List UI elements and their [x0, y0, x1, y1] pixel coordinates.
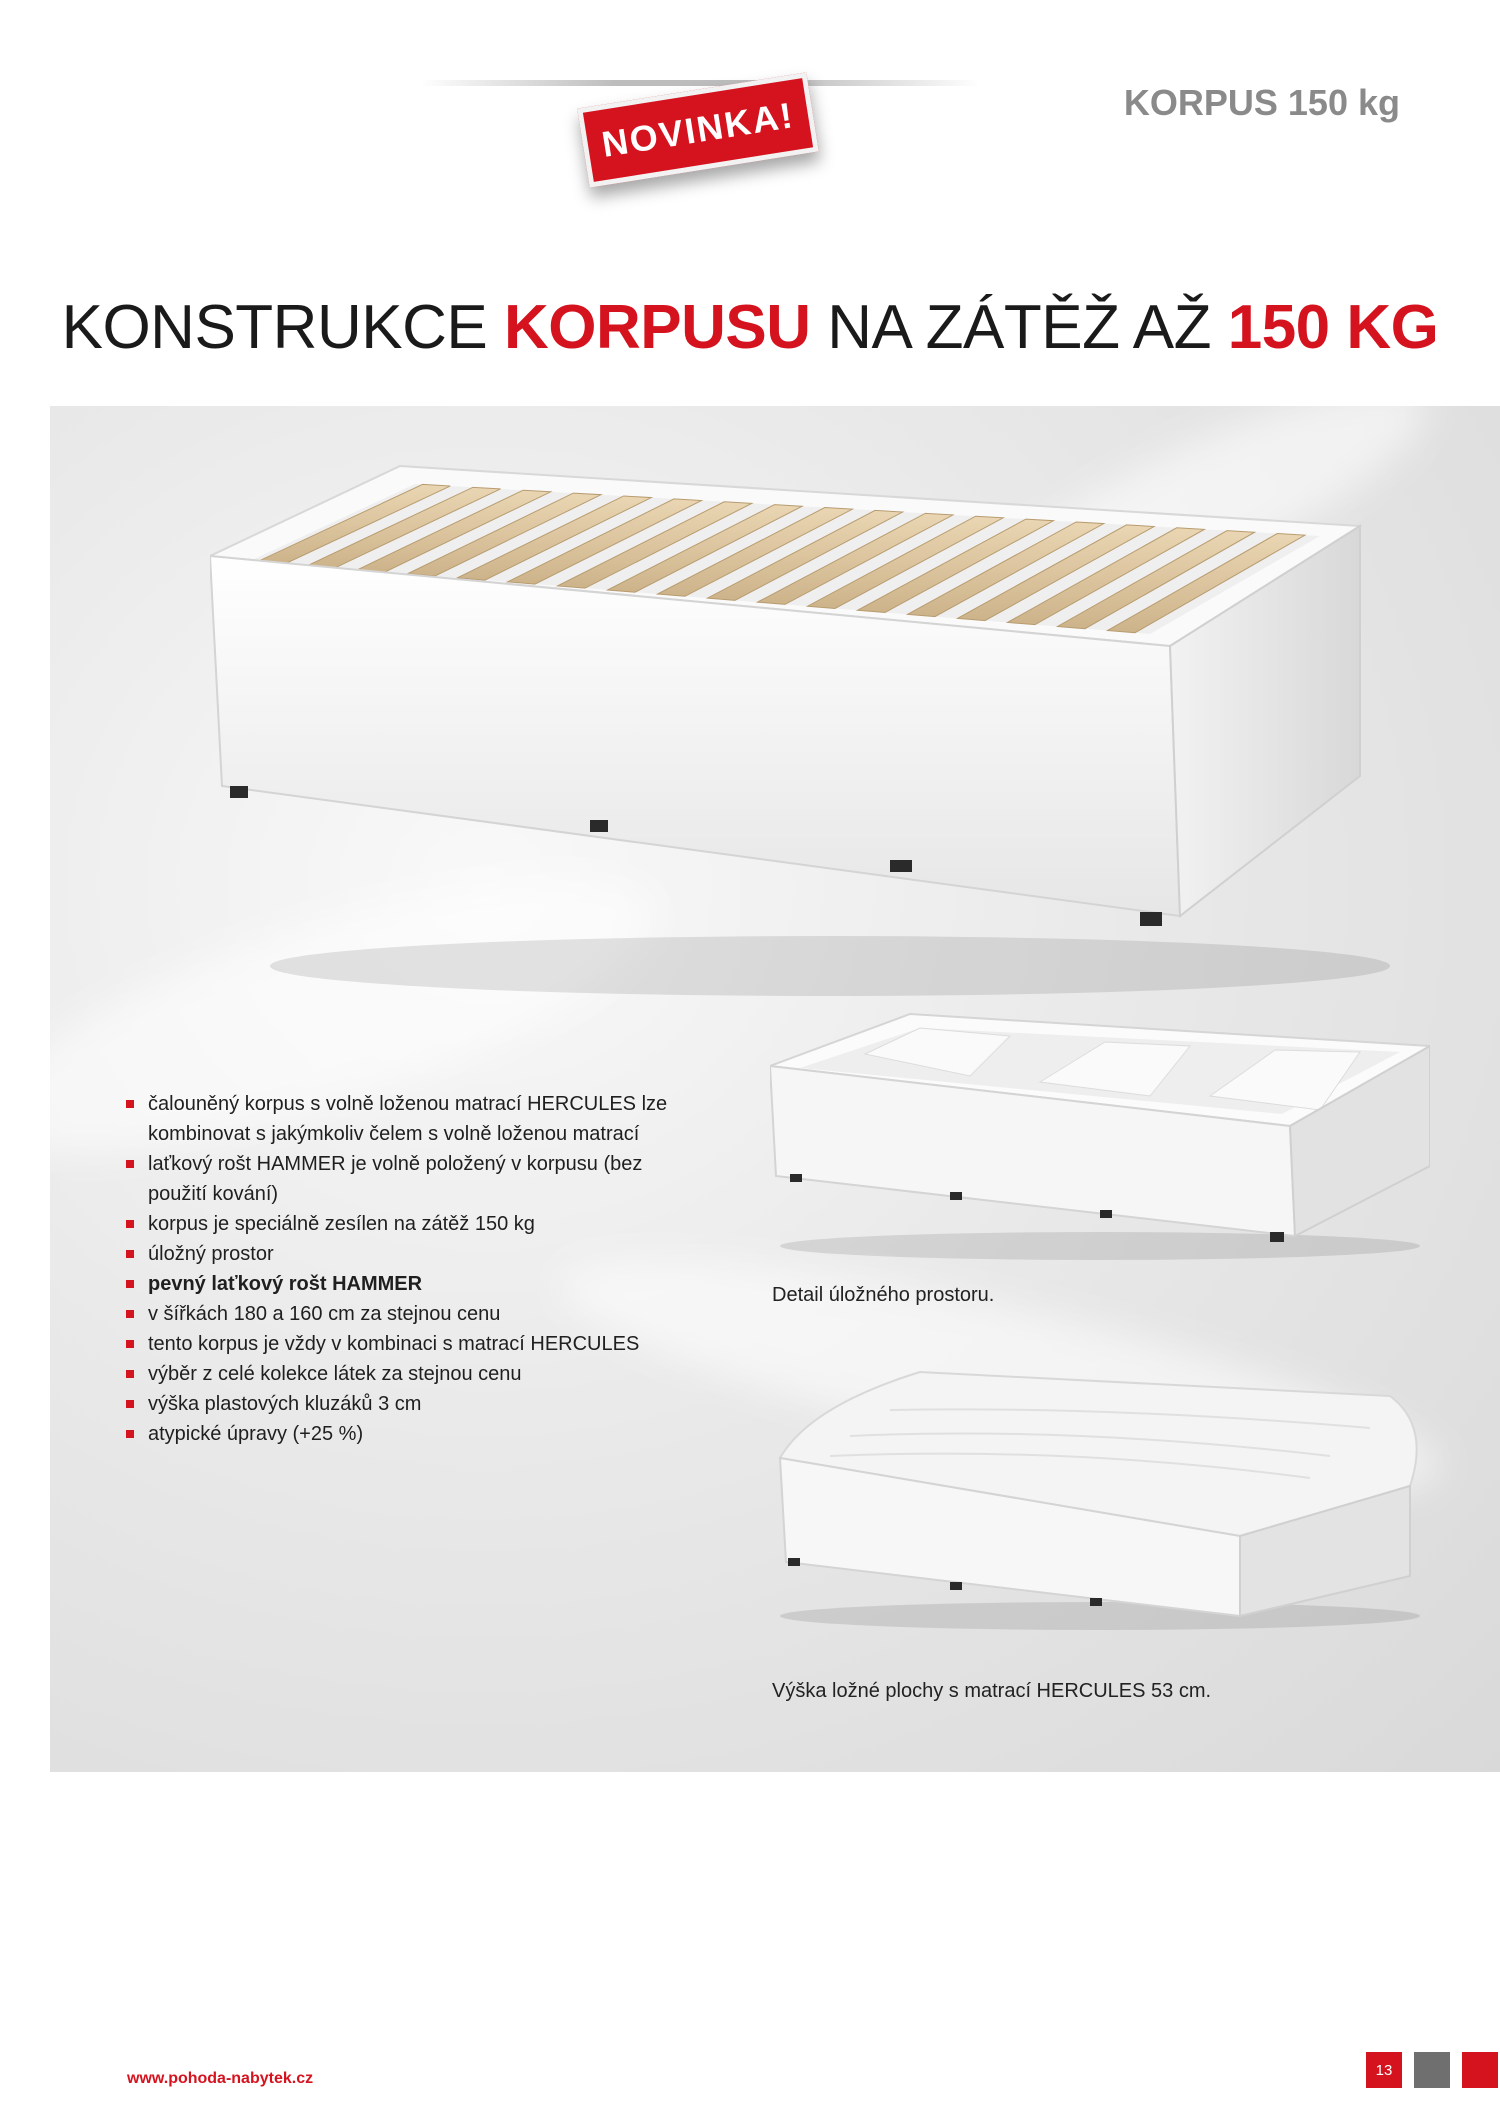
page-headline — [0, 292, 1500, 363]
storage-compartment-image — [770, 1006, 1430, 1266]
bullet-icon — [126, 1220, 134, 1228]
feature-text: výška plastových kluzáků 3 cm — [148, 1393, 422, 1415]
feature-item — [124, 1149, 684, 1209]
headline-part-2: KORPUSU — [503, 293, 811, 362]
section-label: KORPUS 150 kg — [1123, 82, 1400, 123]
new-badge-text: NOVINKA! — [598, 94, 797, 165]
feature-text: v šířkách 180 a 160 cm za stejnou cenu — [148, 1303, 501, 1325]
feature-item — [124, 1299, 684, 1329]
feature-list — [124, 1089, 684, 1449]
bullet-icon — [126, 1310, 134, 1318]
feature-text: čalouněný korpus s volně loženou matrací HERCULES lze kombinovat s jakýmkoliv čelem s volně loženou matrací — [148, 1093, 668, 1145]
headline-part-4: 150 KG — [1227, 293, 1439, 362]
bullet-icon — [126, 1100, 134, 1108]
headline-part-1: KONSTRUKCE — [61, 293, 504, 362]
footer-square-red — [1462, 2052, 1498, 2088]
feature-item — [124, 1419, 684, 1449]
bullet-icon — [126, 1400, 134, 1408]
feature-item — [124, 1089, 684, 1149]
feature-text: atypické úpravy (+25 %) — [148, 1423, 364, 1445]
new-badge — [577, 72, 819, 187]
feature-item — [124, 1269, 684, 1299]
feature-text: úložný prostor — [148, 1243, 274, 1265]
feature-text: tento korpus je vždy v kombinaci s matrací HERCULES — [148, 1333, 640, 1355]
feature-text: korpus je speciálně zesílen na zátěž 150 kg — [148, 1213, 535, 1235]
top-decorative-rule — [420, 80, 980, 86]
product-photo-panel — [50, 406, 1500, 1772]
headline-part-3: NA ZÁTĚŽ AŽ — [810, 293, 1228, 362]
feature-text: výběr z celé kolekce látek za stejnou cenu — [148, 1363, 522, 1385]
bullet-icon — [126, 1250, 134, 1258]
bed-with-mattress-image — [770, 1366, 1430, 1636]
bullet-icon — [126, 1340, 134, 1348]
footer-square-gray — [1414, 2052, 1450, 2088]
bed-frame-slats-image — [210, 446, 1400, 1006]
mattress-caption: Výška ložné plochy s matrací HERCULES 53 cm. — [772, 1680, 1212, 1702]
feature-text: pevný laťkový rošt HAMMER — [148, 1273, 423, 1295]
bullet-icon — [126, 1160, 134, 1168]
bullet-icon — [126, 1280, 134, 1288]
feature-item — [124, 1389, 684, 1419]
bullet-icon — [126, 1370, 134, 1378]
page-number: 13 — [1366, 2052, 1402, 2088]
storage-caption: Detail úložného prostoru. — [772, 1284, 995, 1306]
feature-text: laťkový rošt HAMMER je volně položený v korpusu (bez použití kování) — [148, 1153, 643, 1205]
website-link[interactable]: www.pohoda-nabytek.cz — [127, 2070, 314, 2087]
bullet-icon — [126, 1430, 134, 1438]
feature-item — [124, 1239, 684, 1269]
feature-item — [124, 1209, 684, 1239]
feature-item — [124, 1359, 684, 1389]
feature-item — [124, 1329, 684, 1359]
